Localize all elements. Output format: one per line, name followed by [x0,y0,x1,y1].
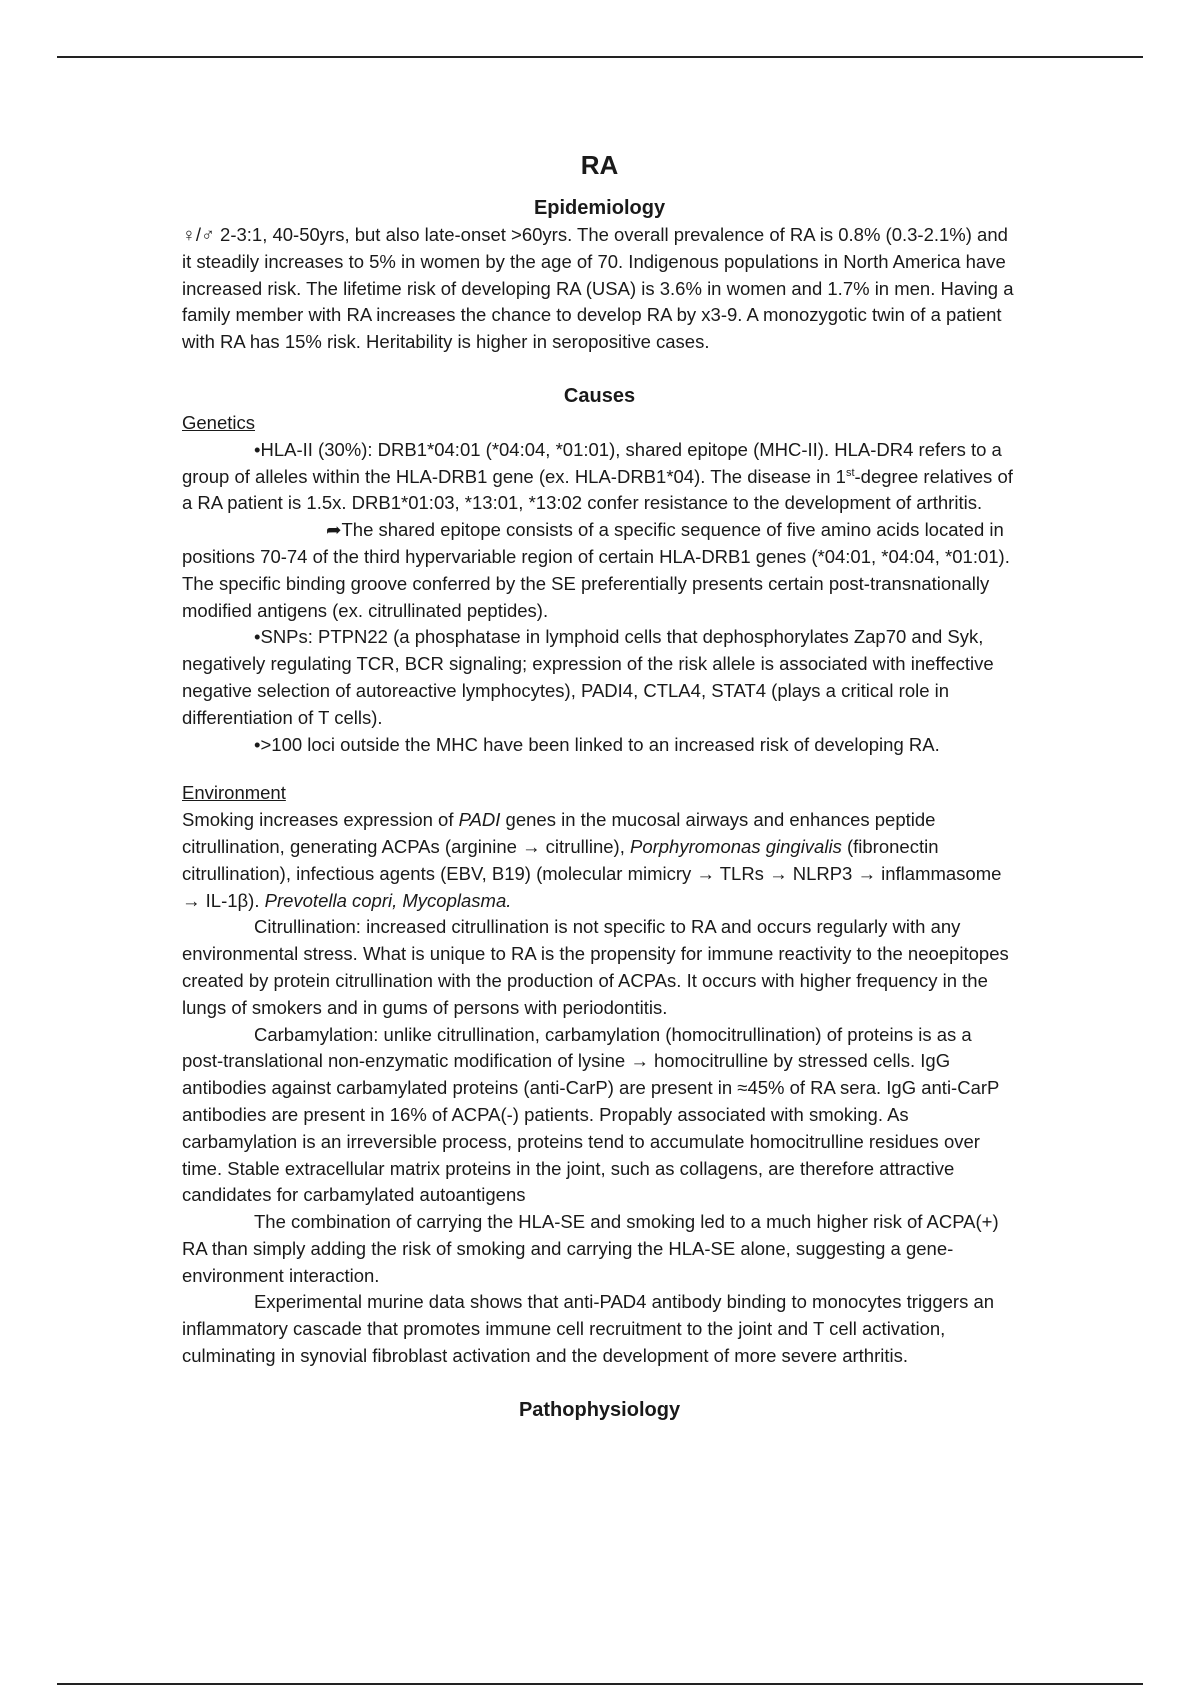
footer-rule [57,1683,1143,1685]
environment-heading: Environment [182,782,286,804]
epidemiology-paragraph: ♀/♂ 2-3:1, 40-50yrs, but also late-onset >60yrs. The overall prevalence of RA is 0.8% (0.3-2.1%) and it steadily increases to 5% in women by the age of 70. Indigenous populations in North America have increased risk. The lifetime risk of developing RA (USA) is 3.6% in women and 1.7% in men. Having a family member with RA increases the chance to develop RA by x3-9. A monozygotic twin of a patient with RA has 15% risk. Heritability is higher in seropositive cases. [182,224,1014,353]
carbamylation-paragraph: Carbamylation: unlike citrullination, carbamylation (homocitrullination) of proteins is as a post-translational non-enzymatic modification of lysine → homocitrulline by stressed cells. IgG antibodies against carbamylated proteins (anti-CarP) are present in ≈45% of RA sera. IgG anti-CarP antibodies are present in 16% of ACPA(-) patients. Propably associated with smoking. As carbamylation is an irreversible process, proteins tend to accumulate homocitrulline residues over time. Stable extracellular matrix proteins in the joint, such as collagens, are therefore attractive candidates for carbamylated autoantigens [182,1023,1000,1206]
hla-paragraph: •HLA-II (30%): DRB1*04:01 (*04:04, *01:01), shared epitope (MHC-II). HLA-DR4 refers to a group of alleles within the HLA-DRB1 gene (ex. HLA-DRB1*04). The disease in 1st-degree relatives of a RA patient is 1.5x. DRB1*01:03, *13:01, *13:02 confer resistance to the development of arthritis. [182,438,1013,514]
snps-paragraph: •SNPs: PTPN22 (a phosphatase in lymphoid cells that dephosphorylates Zap70 and Syk, negatively regulating TCR, BCR signaling; expression of the risk allele is associated with ineffective negative selection of autoreactive lymphocytes), PADI4, CTLA4, STAT4 (plays a critical role in differentiation of T cells). [182,626,994,728]
combination-paragraph: The combination of carrying the HLA-SE and smoking led to a much higher risk of ACPA(+) RA than simply adding the risk of smoking and carrying the HLA-SE alone, suggesting a gene-environment interaction. [182,1211,999,1286]
page-title: RA [580,150,619,180]
genetics-heading: Genetics [182,411,256,433]
epidemiology-heading: Epidemiology [533,197,666,219]
citrullination-paragraph: Citrullination: increased citrullination is not specific to RA and occurs regularly with any environmental stress. What is unique to RA is the propensity for immune reactivity to the neoepitopes created by protein citrullination with the production of ACPAs. It occurs with higher frequency in the lungs of smokers and in gums of persons with periodontitis. [182,916,1009,1018]
loci-paragraph: •>100 loci outside the MHC have been linked to an increased risk of developing RA. [254,733,940,755]
header-rule [57,56,1143,58]
pathophysiology-heading: Pathophysiology [518,1398,681,1421]
murine-paragraph: Experimental murine data shows that anti-PAD4 antibody binding to monocytes triggers an inflammatory cascade that promotes immune cell recruitment to the joint and T cell activation, culminating in synovial fibroblast activation and the development of more severe arthritis. [182,1291,995,1367]
shared-epitope-paragraph: ➦The shared epitope consists of a specific sequence of five amino acids located in positions 70-74 of the third hypervariable region of certain HLA-DRB1 genes (*04:01, *04:04, *01:01). The specific binding groove conferred by the SE preferentially presents certain post-transnationally modified antigens (ex. citrullinated peptides). [182,519,1010,621]
smoking-paragraph: Smoking increases expression of PADI genes in the mucosal airways and enhances peptide citrullination, generating ACPAs (arginine → citrulline), Porphyromonas gingivalis (fibronectin citrullination), infectious agents (EBV, B19) (molecular mimicry → TLRs → NLRP3 → inflammasome → IL-1β). Prevotella copri, Mycoplasma. [182,809,1002,911]
causes-heading: Causes [563,384,636,407]
document-body [182,148,1017,1424]
